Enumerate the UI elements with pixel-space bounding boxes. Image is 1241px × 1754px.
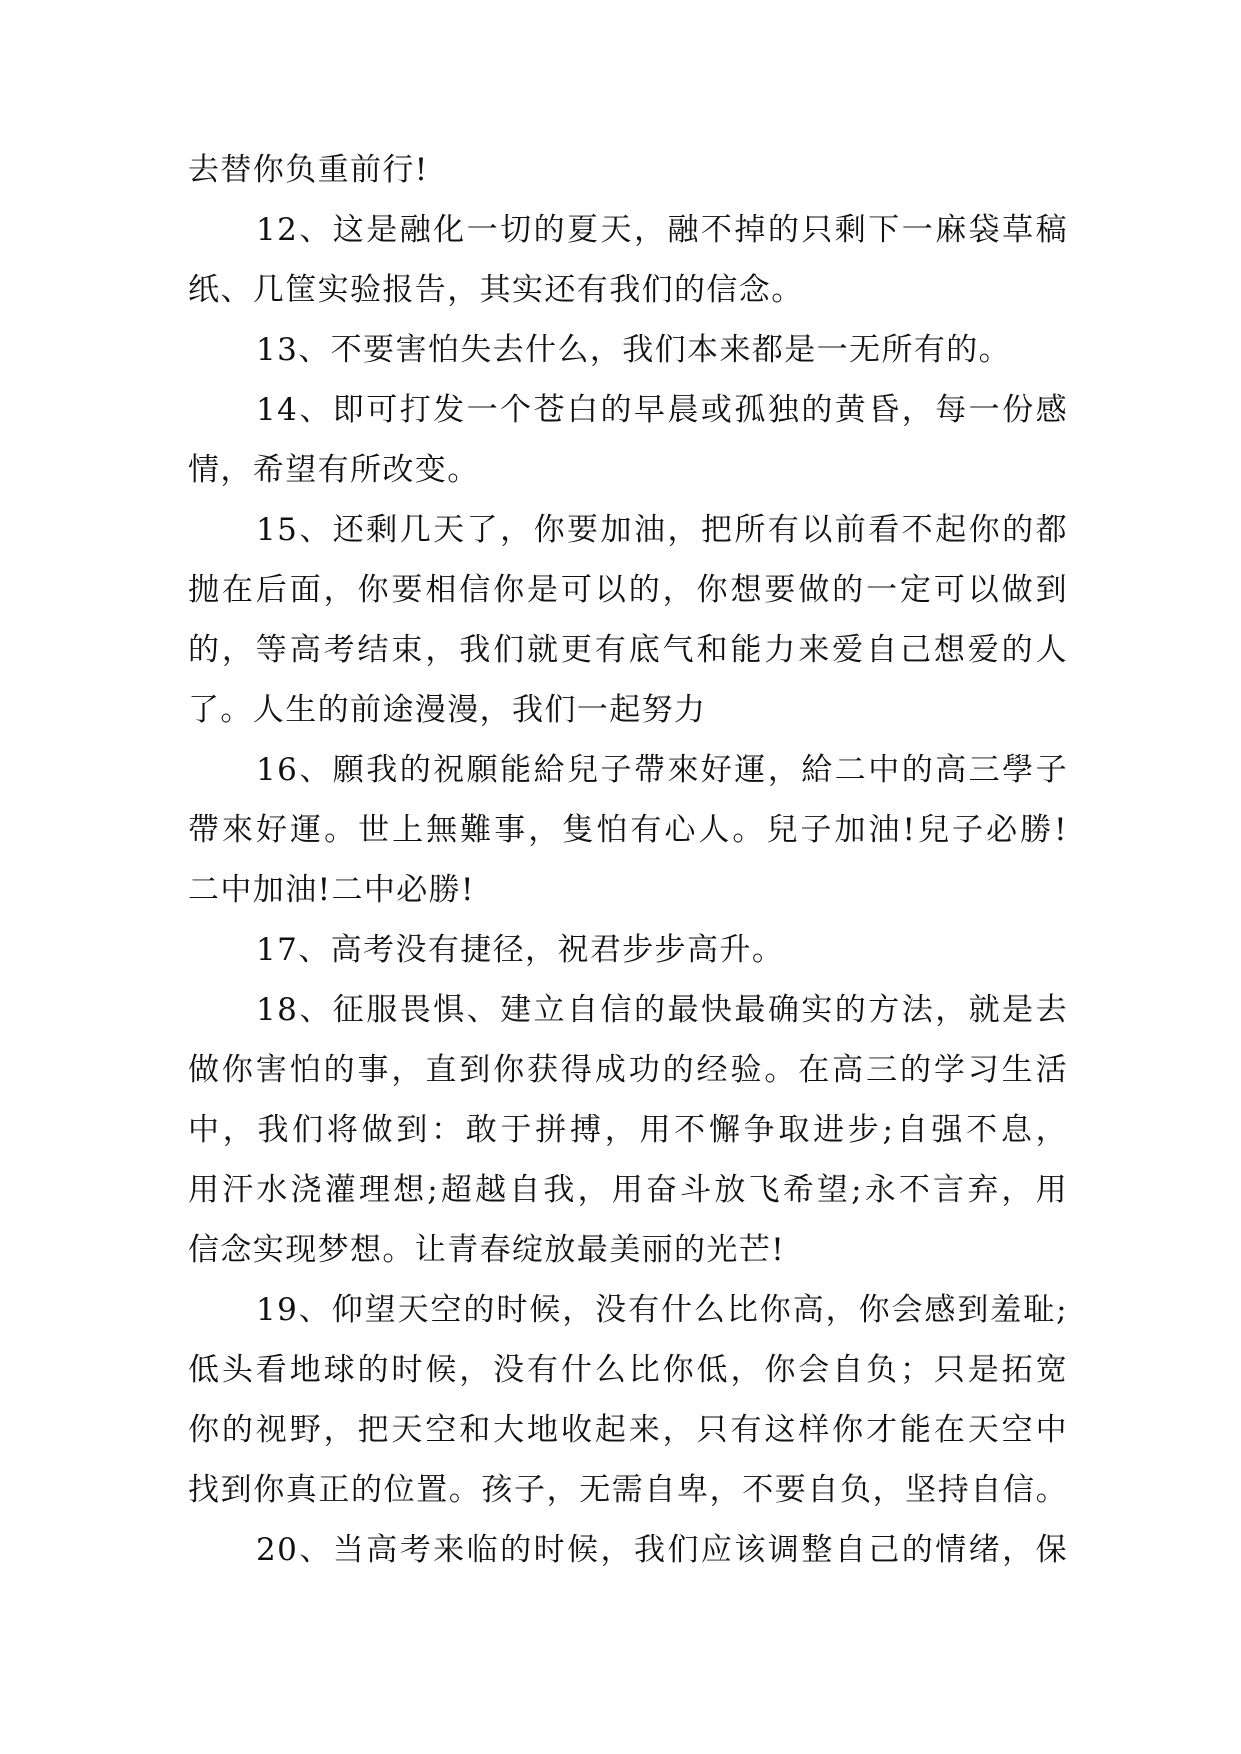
text-line: 19、仰望天空的时候，没有什么比你高，你会感到羞耻; xyxy=(256,1292,1068,1328)
text-line: 二中加油!二中必勝! xyxy=(188,872,475,908)
text-line: 做你害怕的事，直到你获得成功的经验。在高三的学习生活 xyxy=(188,1052,1068,1088)
text-line: 的，等高考结束，我们就更有底气和能力来爱自己想爱的人 xyxy=(188,632,1068,668)
text-line: 中，我们将做到：敢于拼搏，用不懈争取进步;自强不息， xyxy=(188,1112,1068,1148)
text-line: 帶來好運。世上無難事，隻怕有心人。兒子加油!兒子必勝! xyxy=(188,812,1068,848)
text-line: 13、不要害怕失去什么，我们本来都是一无所有的。 xyxy=(256,332,1012,368)
text-line: 情，希望有所改变。 xyxy=(188,452,480,488)
text-line: 纸、几筐实验报告，其实还有我们的信念。 xyxy=(188,272,804,308)
text-line: 20、当高考来临的时候，我们应该调整自己的情绪，保 xyxy=(256,1532,1068,1568)
text-line: 信念实现梦想。让青春绽放最美丽的光芒! xyxy=(188,1232,786,1268)
text-line: 低头看地球的时候，没有什么比你低，你会自负；只是拓宽 xyxy=(188,1352,1068,1388)
text-line: 17、高考没有捷径，祝君步步高升。 xyxy=(256,932,785,968)
text-line: 14、即可打发一个苍白的早晨或孤独的黄昏，每一份感 xyxy=(256,392,1068,428)
text-line: 找到你真正的位置。孩子，无需自卑，不要自负，坚持自信。 xyxy=(188,1472,1068,1508)
text-line: 去替你负重前行! xyxy=(188,152,429,188)
text-line: 18、征服畏惧、建立自信的最快最确实的方法，就是去 xyxy=(256,992,1068,1028)
text-line: 12、这是融化一切的夏天，融不掉的只剩下一麻袋草稿 xyxy=(256,212,1068,248)
text-line: 了。人生的前途漫漫，我们一起努力 xyxy=(188,692,707,728)
text-line: 16、願我的祝願能給兒子帶來好運，給二中的高三學子 xyxy=(256,752,1068,788)
text-line: 用汗水浇灌理想;超越自我，用奋斗放飞希望;永不言弃，用 xyxy=(188,1172,1068,1208)
text-line: 抛在后面，你要相信你是可以的，你想要做的一定可以做到 xyxy=(188,572,1068,608)
text-line: 15、还剩几天了，你要加油，把所有以前看不起你的都 xyxy=(256,512,1068,548)
text-line: 你的视野，把天空和大地收起来，只有这样你才能在天空中 xyxy=(188,1412,1068,1448)
